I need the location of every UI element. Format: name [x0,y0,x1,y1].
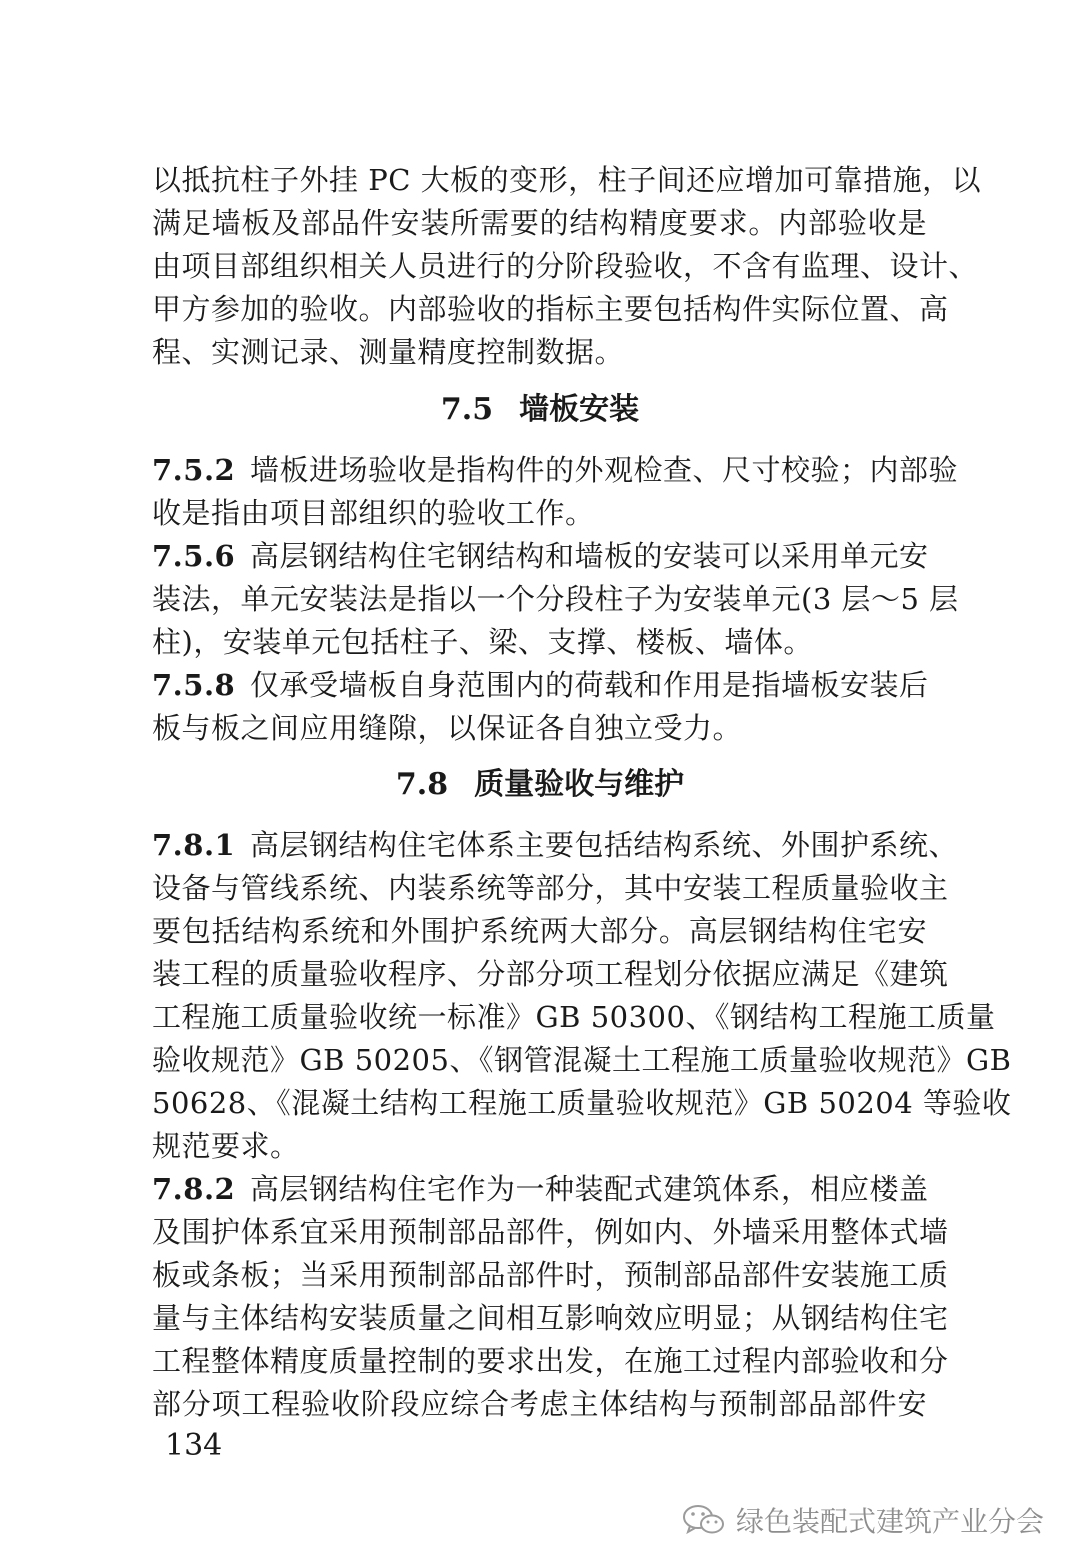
text-line: 量与主体结构安装质量之间相互影响效应明显；从钢结构住宅 [152,1301,949,1335]
text-line: 工程整体精度质量控制的要求出发，在施工过程内部验收和分 [152,1344,949,1378]
clause-text: 高层钢结构住宅钢结构和墙板的安装可以采用单元安 [250,539,929,573]
text-line: 板与板之间应用缝隙，以保证各自独立受力。 [152,711,743,745]
text-line: 装法，单元安装法是指以一个分段柱子为安装单元(3 层～5 层 [152,582,959,616]
clause-text: 高层钢结构住宅体系主要包括结构系统、外围护系统、 [250,828,959,862]
text-line: 板或条板；当采用预制部品部件时，预制部品部件安装施工质 [152,1258,949,1292]
text-line: 要包括结构系统和外围护系统两大部分。高层钢结构住宅安 [152,914,927,948]
clause-text: 墙板进场验收是指构件的外观检查、尺寸校验；内部验 [250,453,959,487]
text-line [152,825,959,865]
text-line: 及围护体系宜采用预制部品部件，例如内、外墙采用整体式墙 [152,1215,949,1249]
clause-text: 高层钢结构住宅作为一种装配式建筑体系，相应楼盖 [250,1172,929,1206]
watermark [682,1500,1044,1540]
section-title: 质量验收与维护 [474,767,685,802]
section-number: 7.5 [440,392,494,427]
text-line: 工程施工质量验收统一标准》GB 50300、《钢结构工程施工质量 [152,1000,996,1034]
clause-number: 7.5.6 [152,539,236,573]
text-line: 验收规范》GB 50205、《钢管混凝土工程施工质量验收规范》GB [152,1043,1012,1077]
text-line: 由项目部组织相关人员进行的分阶段验收，不含有监理、设计、 [152,249,979,283]
text-line: 规范要求。 [152,1129,300,1163]
text-line: 以抵抗柱子外挂 PC 大板的变形，柱子间还应增加可靠措施，以 [152,163,982,197]
wechat-icon [682,1503,726,1537]
text-line: 50628、《混凝土结构工程施工质量验收规范》GB 50204 等验收 [152,1086,1012,1120]
text-line: 部分项工程验收阶段应综合考虑主体结构与预制部品部件安 [152,1387,927,1421]
section-title: 墙板安装 [519,392,640,427]
text-line: 程、实测记录、测量精度控制数据。 [152,335,625,369]
section-heading-7-8 [0,765,1080,805]
text-line: 满足墙板及部品件安装所需要的结构精度要求。内部验收是 [152,206,927,240]
text-line [152,1169,927,1209]
text-line [152,665,927,705]
text-line [152,536,927,576]
text-line [152,450,959,490]
text-line: 收是指由项目部组织的验收工作。 [152,496,595,530]
page-number: 134 [165,1428,223,1463]
section-number: 7.8 [395,767,449,802]
section-heading-7-5 [0,390,1080,430]
clause-number: 7.8.2 [152,1172,236,1206]
clause-number: 7.5.8 [152,668,236,702]
clause-text: 仅承受墙板自身范围内的荷载和作用是指墙板安装后 [250,668,929,702]
text-line: 装工程的质量验收程序、分部分项工程划分依据应满足《建筑 [152,957,949,991]
clause-number: 7.8.1 [152,828,236,862]
clause-number: 7.5.2 [152,453,236,487]
text-line: 柱)，安装单元包括柱子、梁、支撑、楼板、墙体。 [152,625,813,659]
watermark-text: 绿色装配式建筑产业分会 [735,1505,1044,1538]
text-line: 设备与管线系统、内装系统等部分，其中安装工程质量验收主 [152,871,949,905]
text-line: 甲方参加的验收。内部验收的指标主要包括构件实际位置、高 [152,292,949,326]
